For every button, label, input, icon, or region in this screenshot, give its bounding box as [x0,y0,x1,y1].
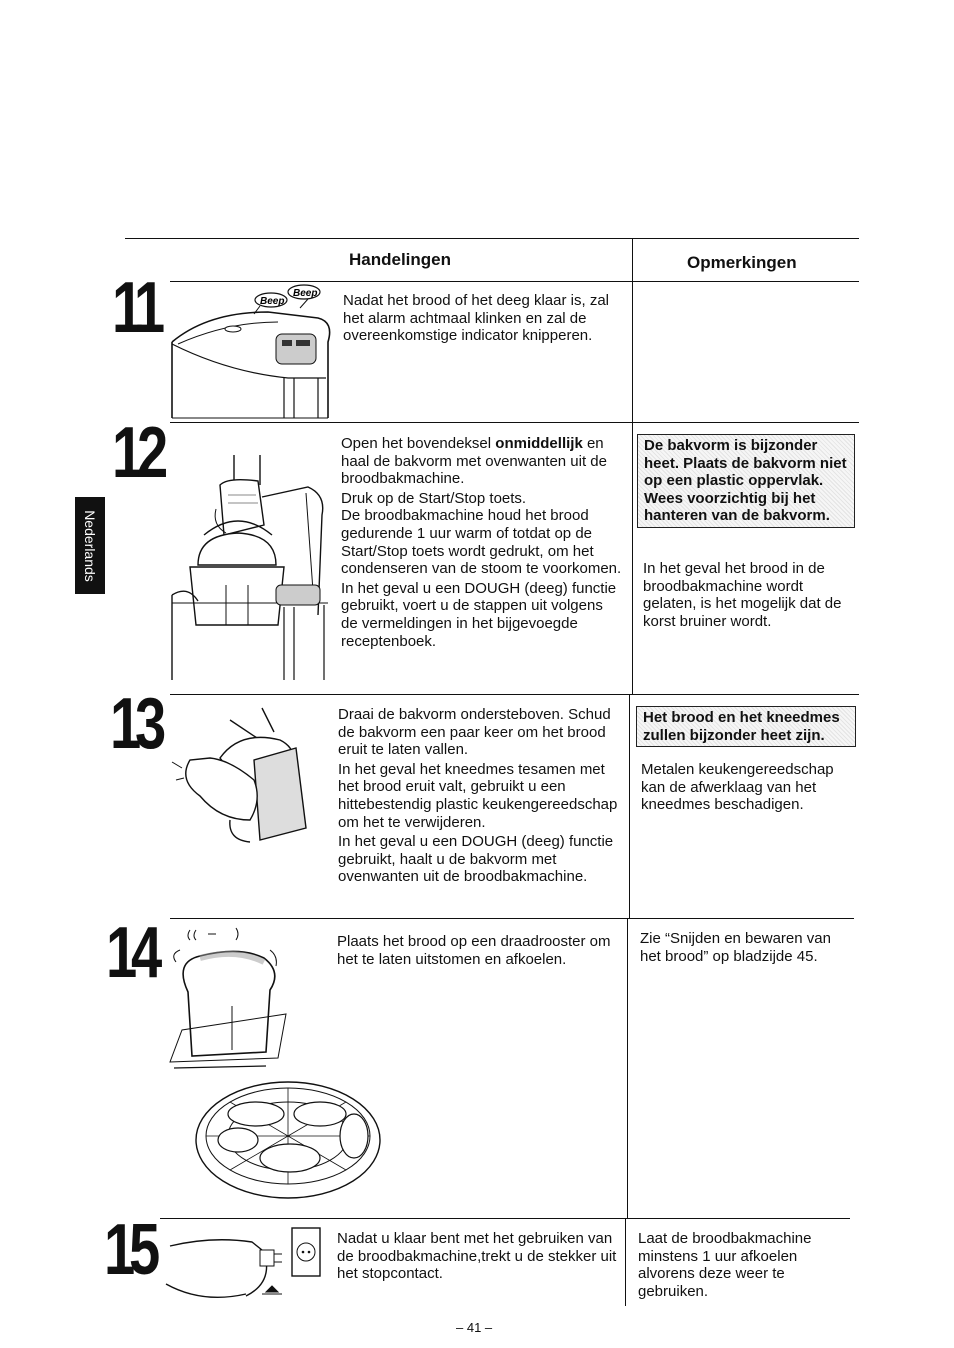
step-13-remark: Metalen keukengereedschap kan de afwerklaag van het kneedmes beschadigen. [641,761,834,814]
step-number-14: 14 [106,913,156,993]
cooling-bread-illustration [160,922,360,1212]
step-15-rule [160,1218,850,1219]
step-13-warning: Het brood en het kneedmes zullen bijzonder heet zijn. [636,706,856,747]
step-12-action-4: In het geval u een DOUGH (deeg) functie gebruikt, voert u de stappen uit volgens de vermeldingen in het bijgevoegde receptenboek. [341,579,617,650]
beep-right-label: Beep [293,288,318,299]
top-rule [125,238,859,239]
unplug-illustration [162,1220,332,1310]
step-12-action-1-bold: onmiddellijk [495,435,583,452]
step-13-rule [170,694,859,695]
column-divider [632,238,633,422]
step-number-11: 11 [112,268,159,348]
step-13-action-1: Draai de bakvorm ondersteboven. Schud de bakvorm een paar keer om het brood eruit te laten vallen. [338,706,611,759]
turning-pan-upside-down-illustration [170,700,320,850]
step-15-divider [625,1218,626,1306]
step-14-action: Plaats het brood op een draadrooster om het te laten uitstomen en afkoelen. [337,933,611,968]
step-13-divider [629,694,630,918]
language-tab-label: Nederlands [82,509,99,582]
actions-header: Handelingen [349,250,452,269]
step-number-15: 15 [104,1210,154,1290]
step-13-action-2: In het geval het kneedmes tesamen met het brood eruit valt, gebruikt u een hittebestendig plastic keukengereedschap om het te verwijderen. [338,760,618,831]
step-number-13: 13 [110,684,160,764]
step-number-12: 12 [112,413,162,493]
step-11-action-text: Nadat het brood of het deeg klaar is, zal het alarm achtmaal klinken en zal de overeenkomstige indicator knipperen. [343,292,610,345]
step-12-action-1-pre: Open het bovendeksel [341,435,496,452]
oven-mitt-lifting-pan-illustration [168,425,338,685]
step-12-rule [170,422,859,423]
step-12-remark: In het geval het brood in de broodbakmachine wordt gelaten, is het mogelijk dat de korst bruiner wordt. [643,560,842,630]
step-12-divider [632,422,633,694]
step-12-action [341,435,623,652]
step-14-remark: Zie “Snijden en bewaren van het brood” op bladzijde 45. [640,930,831,965]
page-number: – 41 – [456,1320,493,1335]
step-13-action [338,706,622,888]
beep-left-label: Beep [260,296,285,307]
step-14-divider [627,918,628,1218]
step-12-action-1 [341,435,623,488]
step-15-remark: Laat de broodbakmachine minstens 1 uur afkoelen alvorens deze weer te gebruiken. [638,1230,812,1300]
remarks-header: Opmerkingen [687,253,797,272]
step-14-rule [170,918,854,919]
step-15-action: Nadat u klaar bent met het gebruiken van de broodbakmachine,trekt u de stekker uit het stopcontact. [337,1230,617,1283]
beep-labels [168,282,338,312]
language-tab [75,497,105,594]
step-12-action-1-post: en haal de bakvorm met ovenwanten uit de broodbakmachine. [341,435,607,488]
step-12-warning: De bakvorm is bijzonder heet. Plaats de bakvorm niet op een plastic oppervlak. Wees voorzichtig bij het hanteren van de bakvorm. [637,434,855,528]
step-12-action-3: De broodbakmachine houd het brood gedurende 1 uur warm of totdat op de Start/Stop toets wordt gedrukt, om het condenseren van de stoom te voorkomen. [341,507,622,578]
step-13-action-3: In het geval u een DOUGH (deeg) functie gebruikt, haalt u de bakvorm met ovenwanten uit de broodbakmachine. [338,833,614,886]
step-12-action-2: Druk op de Start/Stop toets. [341,489,527,507]
step-11-action [343,292,625,347]
